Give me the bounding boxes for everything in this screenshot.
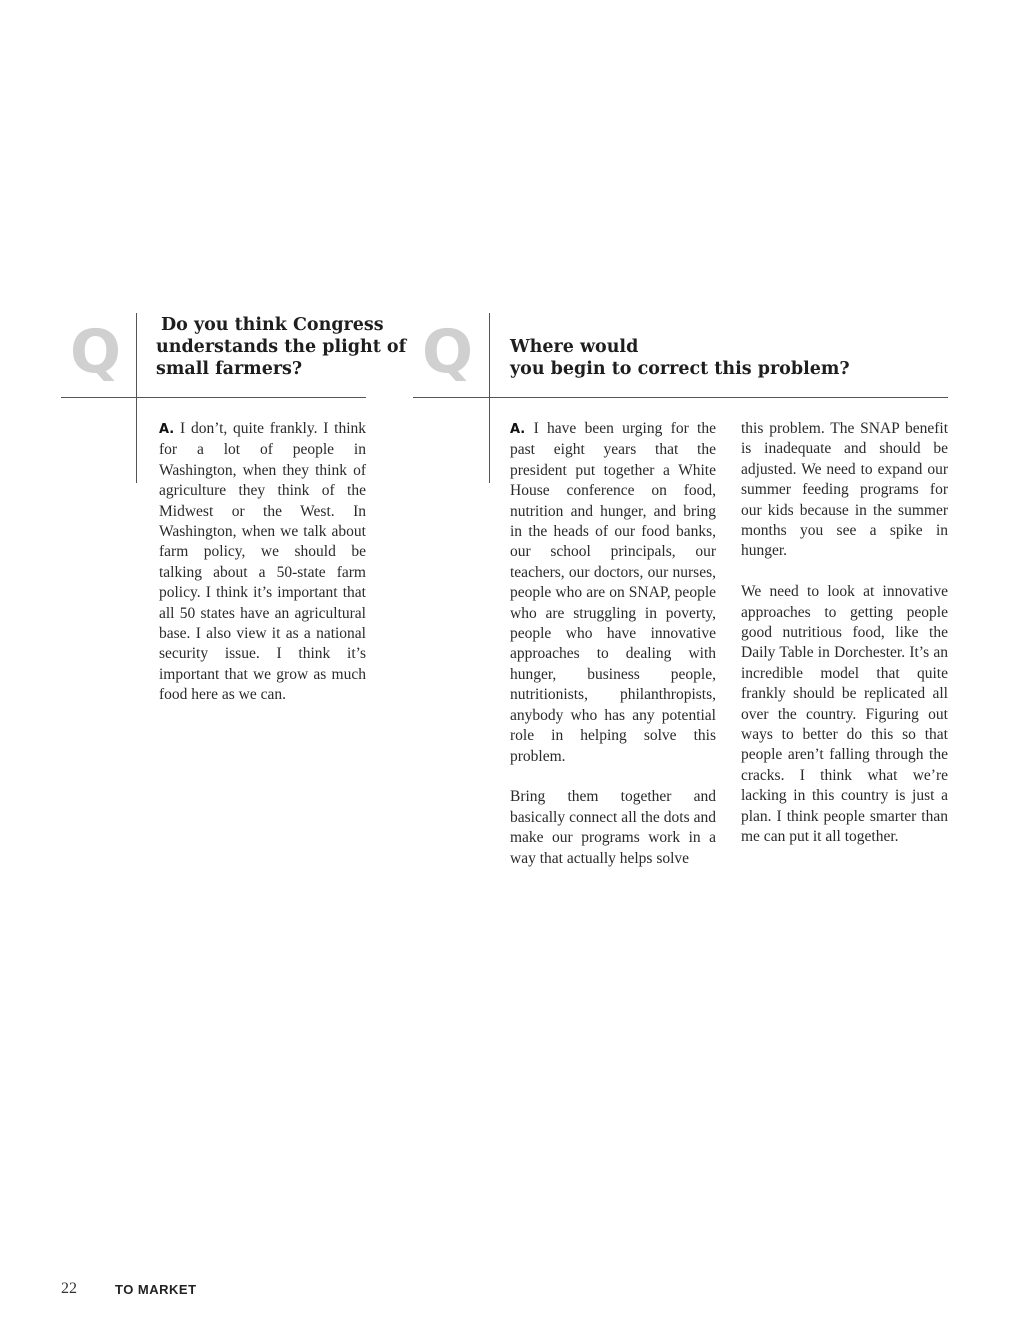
answer-text: I have been urging for the past eight years that the president put together a White House conference on food, nutrition and hunger, and bring in the heads of our food banks, our school principals, our teachers, our doctors, our nurses, people who are on SNAP, people who are struggling in poverty, people who have innovative approaches to dealing with hunger, business people, nutritionists, philanthropists, anybody who has any potential role in helping solve this problem. bbox=[510, 420, 716, 765]
answer-text: I don’t, quite frankly. I think for a lot of people in Washington, when they think of agriculture they think of the Midwest or the West. In Washington, when we talk about farm policy, we should be talking about a 50-state farm policy. I think it’s important that all 50 states have an agricultural base. I also view it as a national security issue. I think it’s important that we grow as much food here as we can. bbox=[159, 420, 367, 704]
answer-congress bbox=[159, 419, 366, 726]
answer-column-right bbox=[741, 419, 948, 868]
q-mark: Q bbox=[422, 317, 474, 387]
question-congress bbox=[156, 314, 406, 380]
vertical-rule bbox=[489, 313, 490, 483]
question-line: small farmers? bbox=[156, 359, 303, 379]
page-number: 22 bbox=[61, 1280, 77, 1297]
answer-label: A. bbox=[159, 422, 175, 437]
vertical-rule bbox=[136, 313, 137, 483]
horizontal-rule bbox=[413, 397, 948, 398]
question-line: Do you think Congress bbox=[161, 315, 384, 335]
question-line: you begin to correct this problem? bbox=[510, 359, 850, 379]
publication-title: TO MARKET bbox=[115, 1282, 197, 1297]
answer-column-left bbox=[510, 419, 716, 889]
q-mark: Q bbox=[70, 317, 122, 387]
question-line: understands the plight of bbox=[156, 337, 407, 357]
answer-paragraph: Bring them together and basically connect all the dots and make our programs work in a way that actually helps solve bbox=[510, 788, 716, 867]
question-correct-problem bbox=[510, 336, 850, 380]
horizontal-rule bbox=[61, 397, 366, 398]
answer-label: A. bbox=[510, 422, 526, 437]
question-line: Where would bbox=[510, 337, 639, 357]
answer-paragraph: We need to look at innovative approaches to getting people good nutritious food, like the Daily Table in Dorchester. It’s an incredible model that quite frankly should be replicated all over the country. Figuring out ways to better do this so that people aren’t falling through the cracks. I think what we’re lacking in this country is just a plan. I think people smarter than me can put it all together. bbox=[741, 583, 948, 846]
answer-paragraph: this problem. The SNAP benefit is inadequate and should be adjusted. We need to expand our summer feeding programs for our kids because in the summer months you see a spike in hunger. bbox=[741, 420, 948, 560]
